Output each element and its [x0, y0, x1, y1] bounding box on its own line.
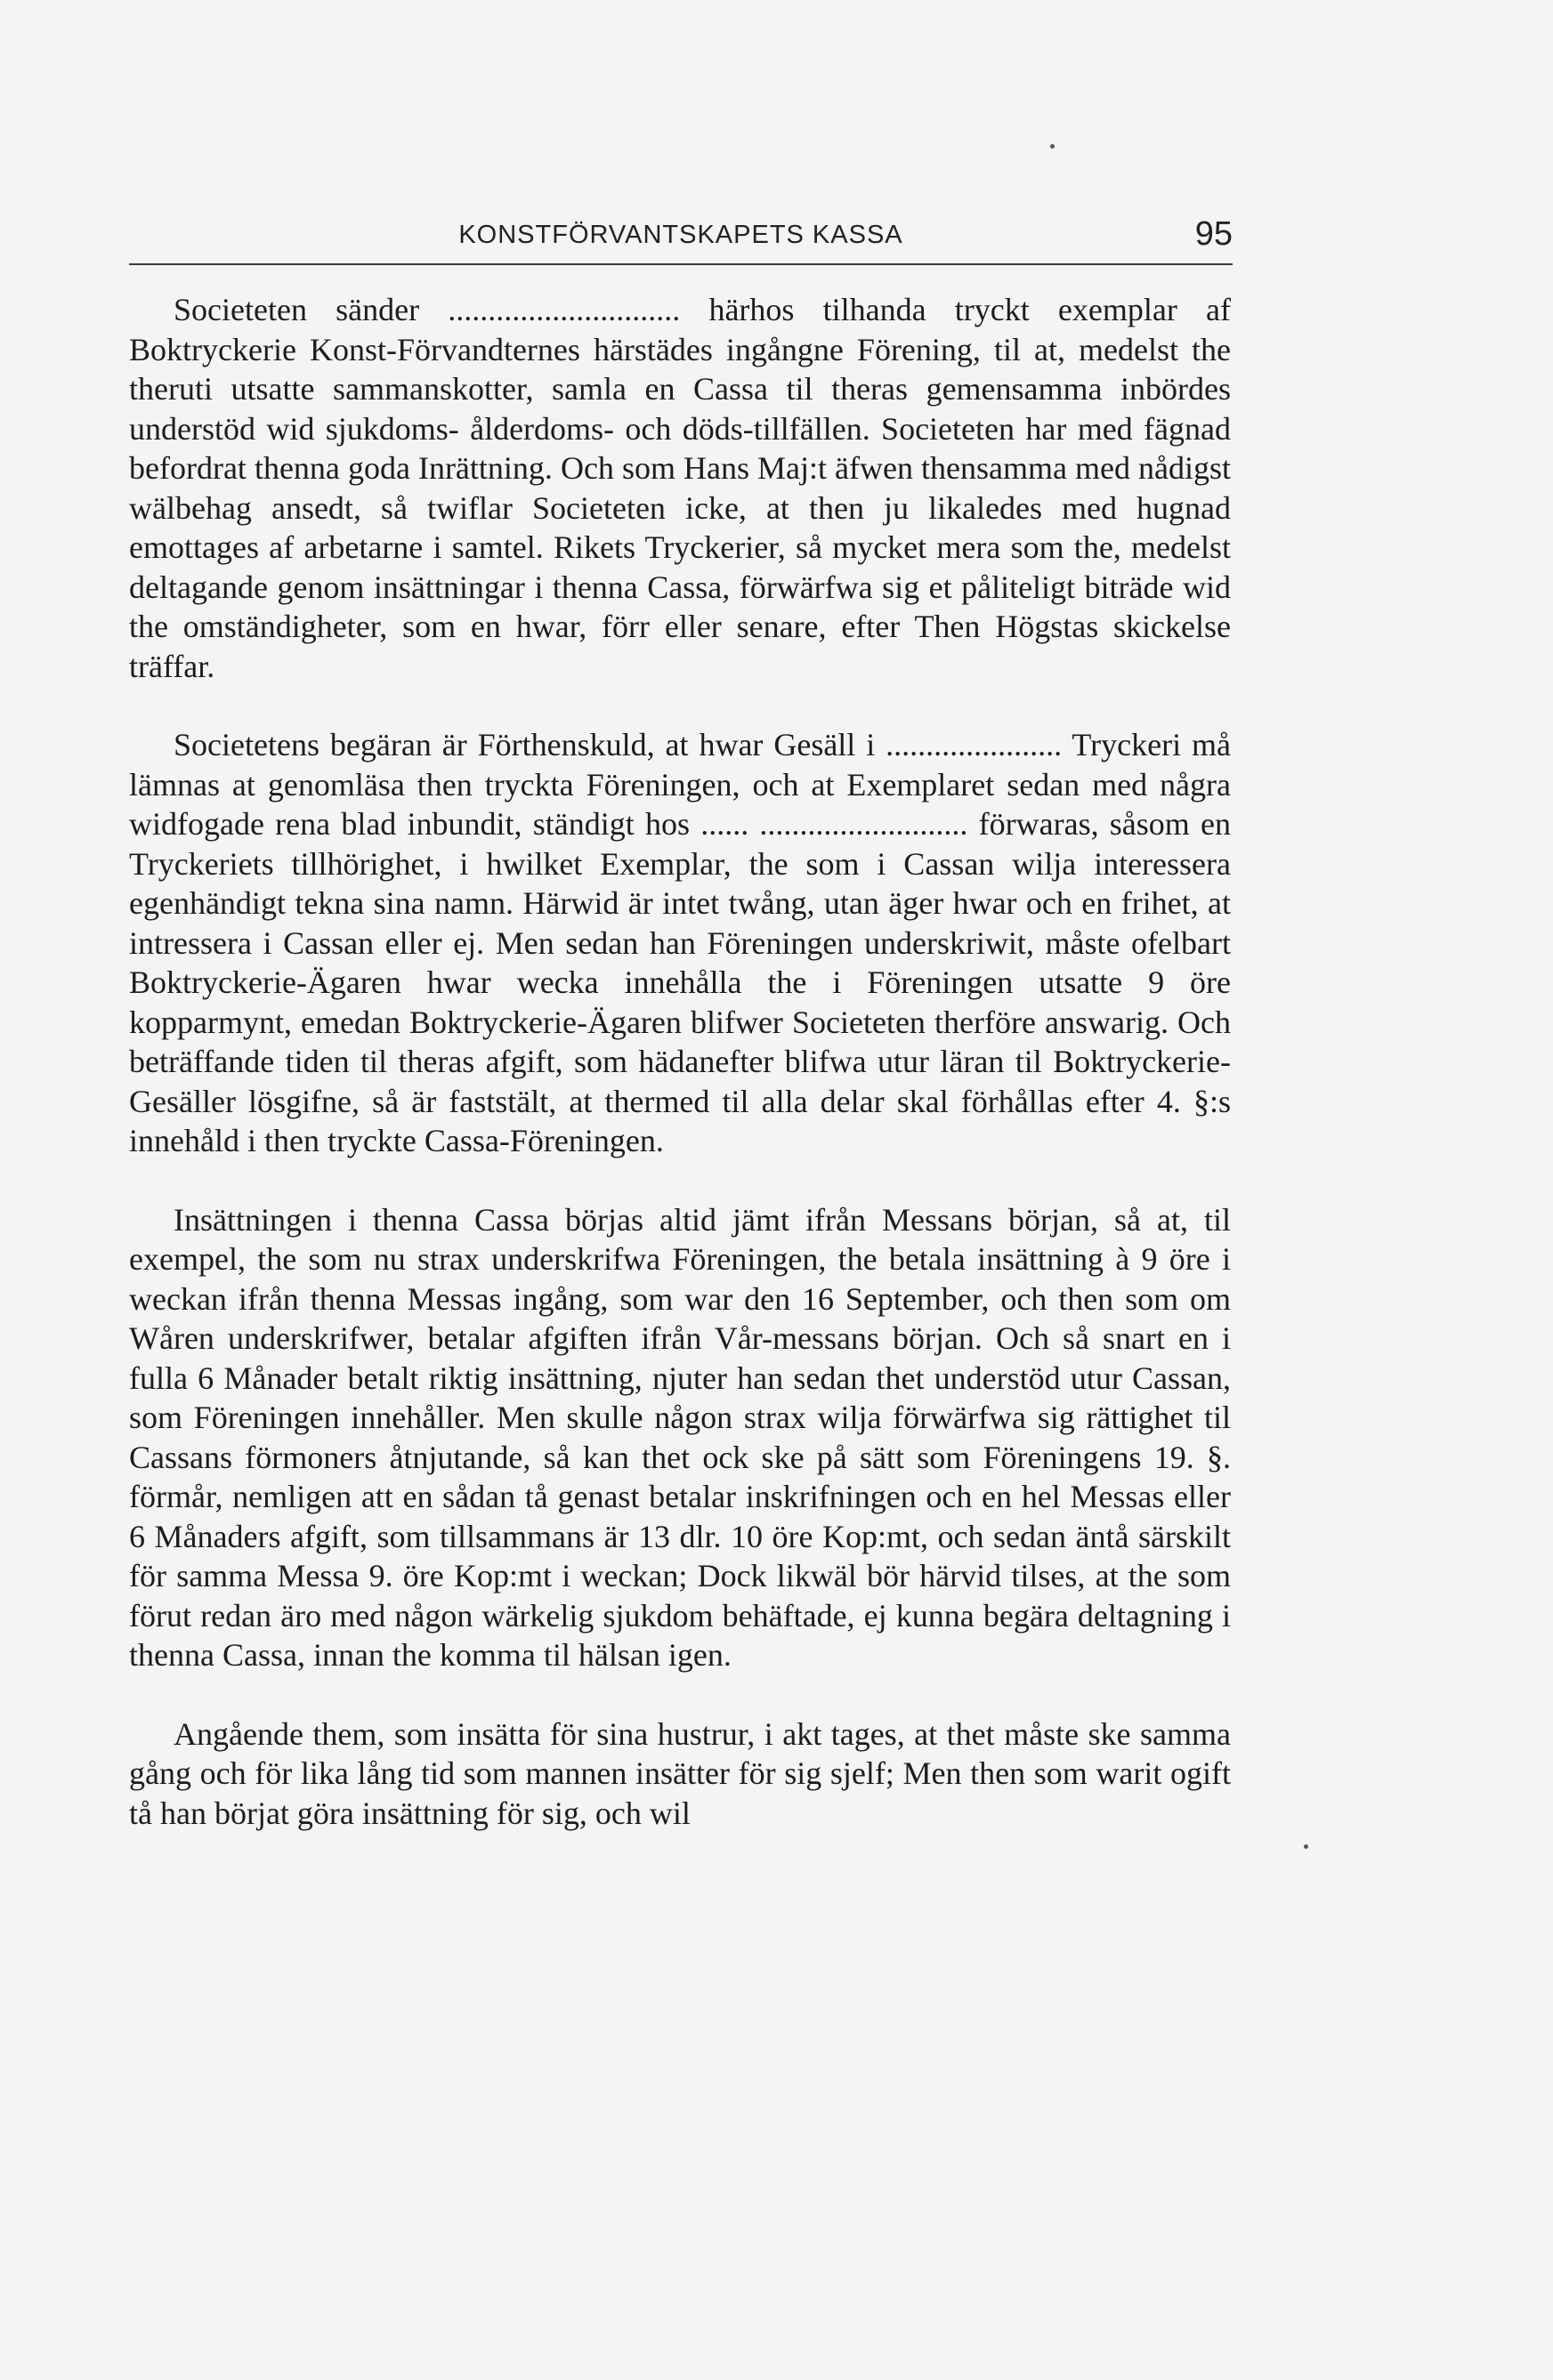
- paragraph: Insättningen i thenna Cassa börjas altid jämt ifrån Messans början, så at, til exempel, the som nu strax underskrifwa Föreningen, the betala insättning à 9 öre i weckan ifrån thenna Messas ingång, som war den 16 September, och then som om Wåren underskrifwer, betalar afgiften ifrån Vår-messans början. Och så snart en i fulla 6 Månader betalt riktig insättning, njuter han sedan thet understöd utur Cassan, som Föreningen innehåller. Men skulle någon strax wilja förwärfwa sig rättighet til Cassans förmoners åtnjutande, så kan thet ock ske på sätt som Föreningens 19. §. förmår, nemligen att en sådan tå genast betalar inskrifningen och en hel Messas eller 6 Månaders afgift, som tillsammans är 13 dlr. 10 öre Kop:mt, och sedan äntå särskilt för samma Messa 9. öre Kop:mt i weckan; Dock likwäl bör härvid tilses, at the som förut redan äro med någon wärkelig sjukdom behäftade, ej kunna begära deltagning i thenna Cassa, innan the komma til hälsan igen.: [129, 1201, 1231, 1673]
- page-number: 95: [1194, 215, 1233, 253]
- paragraph: Angående them, som insätta för sina hustrur, i akt tages, at thet måste ske samma gång och för lika lång tid som mannen insätter för sig sjelf; Men then som warit ogift tå han börjat göra insättning för sig, och wil: [129, 1715, 1231, 1831]
- ink-speck: [1304, 1844, 1308, 1849]
- header-rule: [129, 263, 1233, 265]
- ink-speck: [1050, 144, 1055, 149]
- running-head: [129, 215, 1233, 260]
- running-title: KONSTFÖRVANTSKAPETS KASSA: [458, 221, 903, 249]
- paragraph: Societeten sänder ............................. härhos tilhanda tryckt exemplar af Boktryckerie Konst-Förvandternes härstädes ingångne Förening, til at, medelst the theruti utsatte sammanskotter, samla en Cassa til theras gemensamma inbördes understöd wid sjukdoms- ålderdoms- och döds-tillfällen. Societeten har med fägnad befordrat thenna goda Inrättning. Och som Hans Maj:t äfwen thensamma med nådigst wälbehag ansedt, så twiflar Societeten icke, at then ju likaledes med hugnad emottages af arbetarne i samtel. Rikets Tryckerier, så mycket mera som the, medelst deltagande genom insättningar i thenna Cassa, förwärfwa sig et påliteligt biträde wid the omständigheter, som en hwar, förr eller senare, efter Then Högstas skickelse träffar.: [129, 292, 1231, 684]
- body-text: [129, 290, 1231, 1833]
- paragraph: Societetens begäran är Förthenskuld, at hwar Gesäll i ...................... Tryckeri må lämnas at genomläsa then tryckta Föreningen, och at Exemplaret sedan med några widfogade rena blad inbundit, ständigt hos ...... .......................... förwaras, såsom en Tryckeriets tillhörighet, i hwilket Exemplar, the som i Cassan wilja interessera egenhändigt tekna sina namn. Härwid är intet twång, utan äger hwar och en frihet, at intressera i Cassan eller ej. Men sedan han Föreningen underskriwit, måste ofelbart Boktryckerie-Ägaren hwar wecka innehålla the i Föreningen utsatte 9 öre kopparmynt, emedan Boktryckerie-Ägaren blifwer Societeten therföre answarig. Och beträffande tiden til theras afgift, som hädanefter blifwa utur läran til Boktryckerie-Gesäller lösgifne, så är faststält, at thermed til alla delar skal förhållas efter 4. §:s innehåld i then tryckte Cassa-Föreningen.: [129, 727, 1231, 1158]
